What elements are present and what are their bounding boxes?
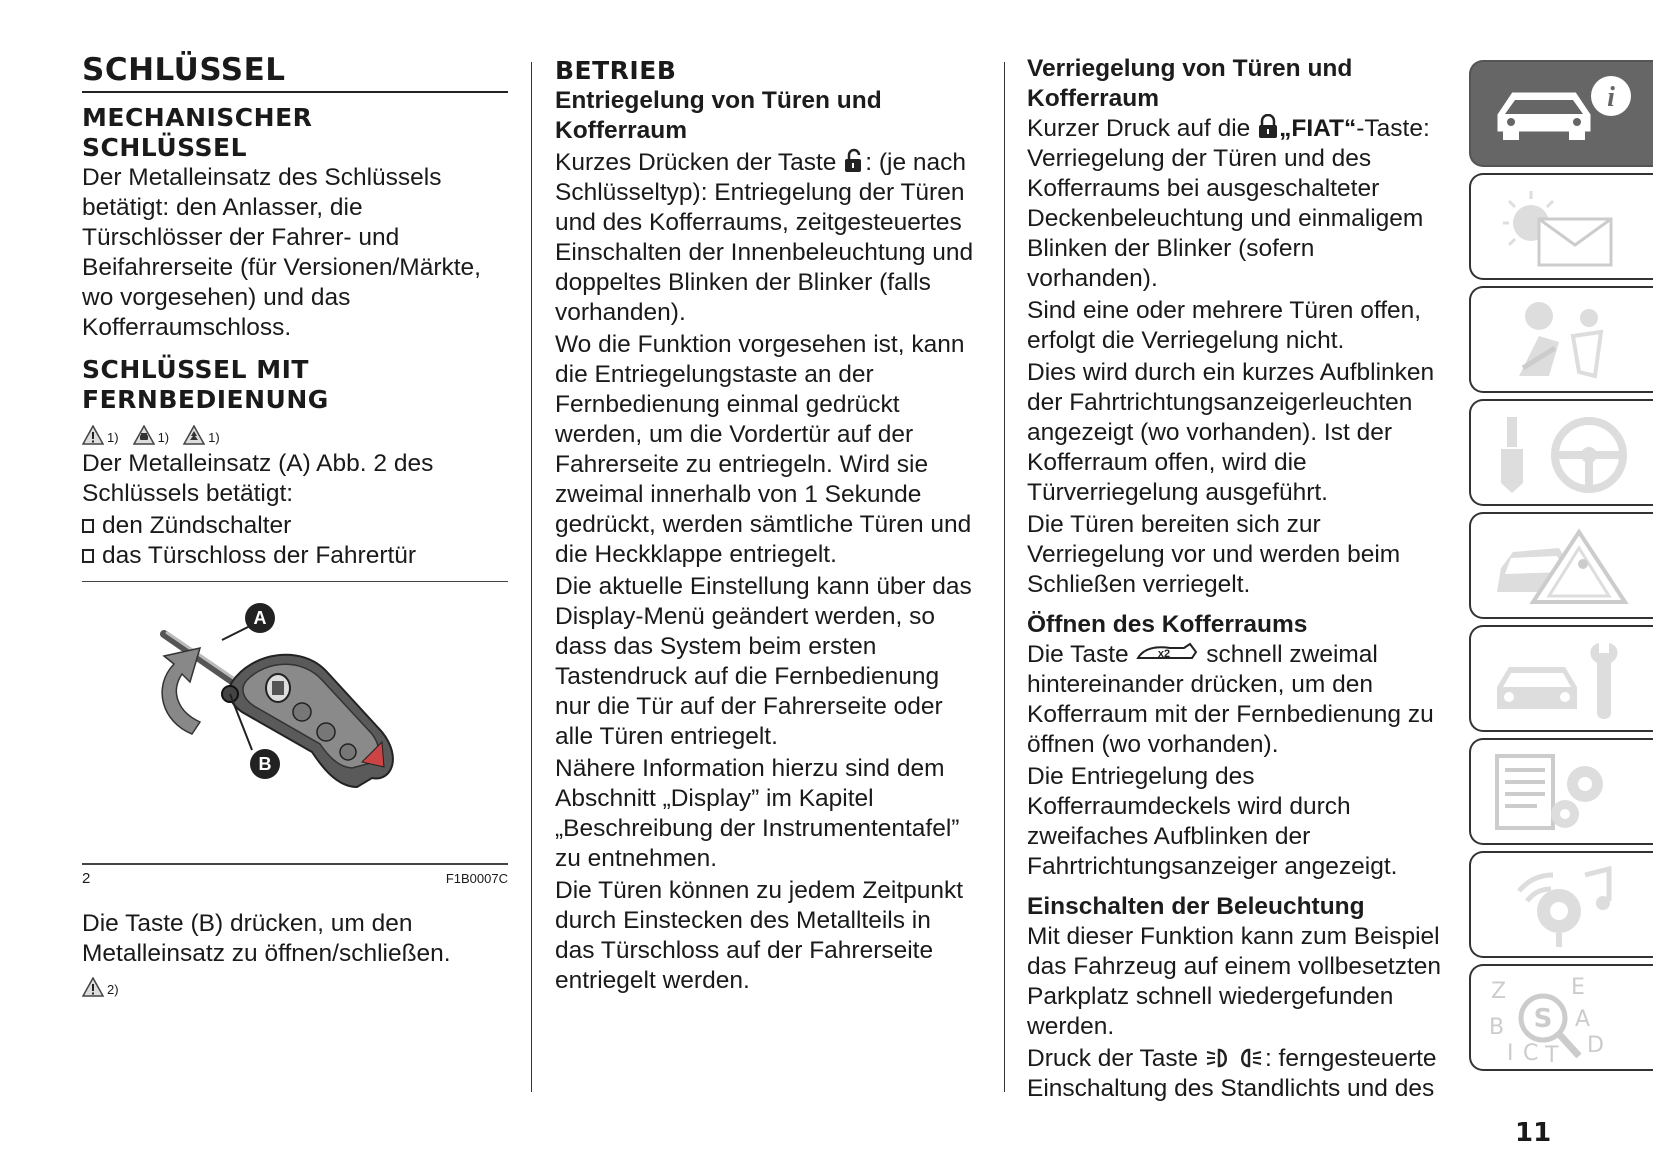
environment-ref[interactable] <box>183 425 220 445</box>
figure-caption <box>82 863 508 887</box>
tab-instrument-panel[interactable] <box>1469 173 1653 280</box>
airbag-icon <box>1489 296 1639 386</box>
tab-starting-driving[interactable] <box>1469 399 1653 506</box>
key-steering-wheel-icon <box>1489 409 1639 499</box>
subheading: Entriegelung von Türen und Kofferraum <box>555 87 882 144</box>
paragraph: Die Türen können zu jedem Zeitpunkt durch Einstecken des Metallteils in das Türschloss auf der Fahrerseite entriegelt werden. <box>555 877 964 994</box>
bullet-text: den Zündschalter <box>102 512 292 539</box>
warning-ref-number: 1) <box>208 430 220 445</box>
brand-text: „FIAT“ <box>1279 115 1357 142</box>
maintenance-icon <box>1489 635 1639 725</box>
subheading: Öffnen des Kofferraums <box>1027 611 1308 638</box>
environment-tree-icon <box>183 425 205 445</box>
bullet-box-icon <box>82 549 94 563</box>
warning-ref-number: 1) <box>157 430 170 445</box>
paragraph: Die aktuelle Einstellung kann über das Display-Menü geändert werden, so dass das System beim ersten Tastendruck auf die Fernbedienung nur die Tür auf der Fahrerseite oder alle Türen entriegelt. <box>555 573 972 750</box>
key-figure <box>82 581 508 863</box>
car-info-icon <box>1489 70 1639 160</box>
paragraph: Die Entriegelung des Kofferraumdeckels wird durch zweifaches Aufblinken der Fahrtrichtungsanzeiger angezeigt. <box>1027 763 1398 880</box>
svg-text:Z: Z <box>1491 979 1507 1004</box>
column-divider <box>1004 62 1005 1092</box>
callout-b-label: B <box>258 754 272 774</box>
page-title: SCHLÜSSEL <box>82 52 508 93</box>
section-heading <box>82 103 508 163</box>
tab-getting-to-know-car[interactable] <box>1469 60 1653 167</box>
section-heading <box>82 355 508 415</box>
heading-line: SCHLÜSSEL MIT <box>82 355 309 384</box>
text-span: : ferngesteuerte Einschaltung des Standlichts und des <box>1027 1045 1437 1102</box>
heading-line: FERNBEDIENUNG <box>82 385 329 414</box>
paragraph: Die Türen bereiten sich zur Verriegelung vor und werden beim Schließen verriegelt. <box>1027 511 1401 598</box>
paragraph: Wo die Funktion vorgesehen ist, kann die Entriegelungstaste an der Fernbedienung einmal gedrückt werden, um die Vordertür auf der Fahrerseite zu entriegeln. Wird sie zweimal innerhalb von 1 Sekunde gedrückt, werden sämtliche Türen und die Heckklappe entriegelt. <box>555 331 972 568</box>
technical-data-icon <box>1489 748 1639 838</box>
page-number: 11 <box>1515 1118 1552 1148</box>
bullet-text: das Türschloss der Fahrertür <box>102 542 417 569</box>
caution-ref[interactable] <box>133 425 170 445</box>
subheading: Verriegelung von Türen und Kofferraum <box>1027 55 1353 112</box>
warning-lights-icon <box>1489 183 1639 273</box>
paragraph <box>555 148 975 328</box>
tab-maintenance[interactable] <box>1469 625 1653 732</box>
paragraph: Die Taste (B) drücken, um den Metalleinsatz zu öffnen/schließen. <box>82 910 451 967</box>
text-span: -Taste: Verriegelung der Türen und des Kofferraums bei ausgeschalteter Deckenbeleuchtung und einmaligem Blinken der Blinker (sofern vorhanden). <box>1027 115 1430 292</box>
svg-text:A: A <box>1575 1007 1591 1032</box>
emergency-icon <box>1489 522 1639 612</box>
warning-ref[interactable] <box>82 425 119 445</box>
text-span: Druck der Taste <box>1027 1045 1205 1072</box>
paragraph <box>1027 114 1447 294</box>
paragraph <box>1027 640 1447 760</box>
parking-lights-button-icon <box>1205 1046 1265 1070</box>
lock-button-icon <box>1257 114 1279 140</box>
callout-a-label: A <box>253 608 267 628</box>
warning-ref-number: 2) <box>107 982 119 997</box>
paragraph: Mit dieser Funktion kann zum Beispiel das Fahrzeug auf einem vollbesetzten Parkplatz schnell wiedergefunden werden. <box>1027 923 1442 1040</box>
svg-text:i: i <box>1607 82 1615 113</box>
subheading: Einschalten der Beleuchtung <box>1027 893 1365 920</box>
caution-car-icon <box>133 425 155 445</box>
text-span: schnell zweimal hintereinander drücken, um den Kofferraum mit der Fernbedienung zu öffnen (wo vorhanden). <box>1027 641 1434 758</box>
warning-triangle-icon <box>82 425 104 445</box>
column-3 <box>1027 52 1447 1106</box>
paragraph: Sind eine oder mehrere Türen offen, erfolgt die Verriegelung nicht. <box>1027 297 1422 354</box>
svg-text:E: E <box>1571 975 1585 1000</box>
paragraph: Dies wird durch ein kurzes Aufblinken der Fahrtrichtungsanzeigerleuchten angezeigt (wo vorhanden). Ist der Kofferraum offen, wird die Türverriegelung ausgeführt. <box>1027 359 1435 506</box>
bullet-box-icon <box>82 519 94 533</box>
trunk-icon-text: x2 <box>1157 648 1170 660</box>
heading-line: SCHLÜSSEL <box>82 133 248 162</box>
svg-text:B: B <box>1489 1015 1505 1040</box>
paragraph: Nähere Information hierzu sind dem Abschnitt „Display” im Kapitel „Beschreibung der Instrumententafel” zu entnehmen. <box>555 755 960 872</box>
tab-technical-data[interactable] <box>1469 738 1653 845</box>
multimedia-icon <box>1489 861 1639 951</box>
text-span: : (je nach Schlüsseltyp): Entriegelung der Türen und des Kofferraums, zeitgesteuertes Einschalten der Innenbeleuchtung und doppeltes Blinken der Blinker (falls vorhanden). <box>555 149 974 326</box>
svg-text:C: C <box>1523 1041 1539 1064</box>
svg-text:S: S <box>1533 1004 1553 1034</box>
svg-text:I: I <box>1507 1041 1514 1064</box>
heading-line: MECHANISCHER <box>82 103 313 132</box>
text-span: Kurzes Drücken der Taste <box>555 149 844 176</box>
tab-index[interactable] <box>1469 964 1653 1071</box>
tab-multimedia[interactable] <box>1469 851 1653 958</box>
flip-key-illustration <box>82 582 508 864</box>
bullet-item <box>82 511 508 541</box>
warning-triangle-icon <box>82 977 104 997</box>
trunk-open-button-icon <box>1136 642 1200 666</box>
paragraph: Der Metalleinsatz (A) Abb. 2 des Schlüssels betätigt: <box>82 450 434 507</box>
warning-references <box>82 971 508 997</box>
figure-number: 2 <box>82 870 91 887</box>
index-icon <box>1489 974 1639 1064</box>
warning-references <box>82 415 508 445</box>
bullet-item <box>82 541 508 571</box>
svg-text:D: D <box>1587 1033 1604 1058</box>
column-2 <box>555 52 975 998</box>
paragraph: Der Metalleinsatz des Schlüssels betätigt: den Anlasser, die Türschlösser der Fahrer- und Beifahrerseite (für Versionen/Märkte, wo vorgesehen) und das Kofferraumschloss. <box>82 164 481 341</box>
figure-code: F1B0007C <box>445 871 508 886</box>
column-1 <box>82 52 508 997</box>
tab-emergency[interactable] <box>1469 512 1653 619</box>
svg-text:T: T <box>1545 1043 1559 1064</box>
text-span: Kurzer Druck auf die <box>1027 115 1258 142</box>
warning-ref-number: 1) <box>107 430 119 445</box>
section-heading: BETRIEB <box>555 56 677 85</box>
column-divider <box>531 62 532 1092</box>
paragraph <box>1027 1044 1447 1104</box>
warning-ref[interactable] <box>82 977 119 997</box>
tab-safety[interactable] <box>1469 286 1653 393</box>
unlock-button-icon <box>843 148 865 174</box>
text-span: Die Taste <box>1027 641 1136 668</box>
